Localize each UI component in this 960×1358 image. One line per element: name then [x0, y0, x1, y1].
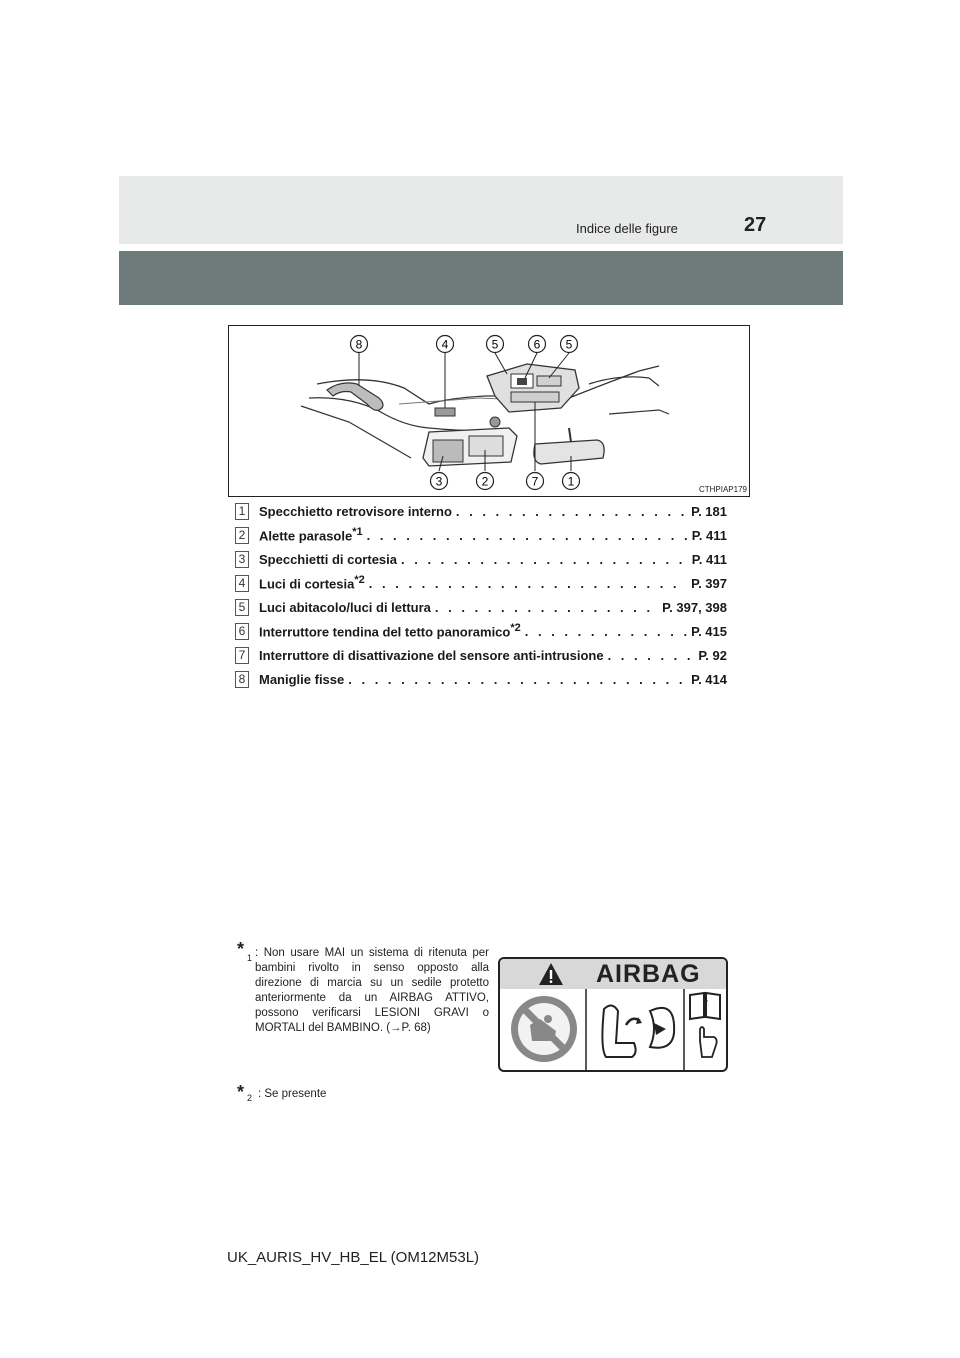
footnote-marker: *1	[352, 526, 363, 539]
svg-text:8: 8	[355, 337, 363, 352]
leader-dots	[525, 624, 687, 639]
list-item	[235, 523, 727, 547]
document-footer: UK_AURIS_HV_HB_EL (OM12M53L)	[227, 1249, 480, 1266]
svg-text:6: 6	[533, 337, 541, 352]
page-reference-link[interactable]: P. 411	[691, 551, 727, 567]
callout-5-right	[561, 336, 578, 353]
footnote-asterisk: *	[237, 939, 245, 959]
footnote-marker: *2	[510, 622, 521, 635]
header-band	[119, 176, 843, 244]
callout-4	[437, 336, 454, 353]
list-item	[235, 619, 727, 643]
footnote-asterisk: *	[237, 1082, 245, 1102]
item-list	[235, 499, 727, 691]
item-number: 5	[235, 599, 249, 616]
figure-code: CTHPIAP179	[698, 485, 747, 494]
svg-text:3: 3	[435, 474, 443, 489]
item-number: 1	[235, 503, 249, 520]
item-number: 2	[235, 527, 249, 544]
svg-text:5: 5	[491, 337, 499, 352]
item-label: Luci abitacolo/luci di lettura	[259, 599, 431, 615]
callout-7	[527, 473, 544, 490]
leader-dots	[435, 600, 658, 615]
leader-dots	[369, 576, 687, 591]
airbag-pictograms	[500, 989, 726, 1070]
leader-dots	[367, 528, 688, 543]
leader-dots	[608, 648, 695, 663]
page-reference-link[interactable]: P. 414	[691, 671, 727, 687]
svg-text:4: 4	[441, 337, 449, 352]
leader-dots	[456, 504, 687, 519]
list-item	[235, 595, 727, 619]
footnote-number: 1	[247, 953, 253, 963]
page-reference-link[interactable]: P. 92	[698, 647, 727, 663]
airbag-warning-label	[498, 957, 728, 1072]
callout-markers	[229, 326, 749, 496]
leader-dots	[348, 672, 687, 687]
item-number: 6	[235, 623, 249, 640]
section-title: Indice delle figure	[576, 221, 678, 236]
callout-8	[351, 336, 368, 353]
svg-text:5: 5	[565, 337, 573, 352]
callout-3	[431, 473, 448, 490]
item-label: Interruttore tendina del tetto panoramico$^{*2}$	[259, 622, 521, 640]
item-label: Specchietti di cortesia	[259, 551, 397, 567]
callout-6	[529, 336, 546, 353]
item-number: 3	[235, 551, 249, 568]
svg-text:2: 2	[481, 474, 489, 489]
airbag-seat-icon	[602, 1005, 674, 1057]
item-label: Interruttore di disattivazione del sensore anti-intrusione	[259, 647, 604, 663]
callout-2	[477, 473, 494, 490]
footnote-number: 2	[247, 1093, 253, 1103]
item-label: Maniglie fisse	[259, 671, 345, 687]
list-item	[235, 667, 727, 691]
item-number: 7	[235, 647, 249, 664]
footnote-2	[237, 1082, 327, 1103]
footnote-text: : Se presente	[258, 1088, 327, 1100]
header-bar	[119, 251, 843, 305]
manual-book-icon	[690, 993, 720, 1057]
footnote-marker: *2	[354, 574, 365, 587]
callout-1	[563, 473, 580, 490]
item-label: Alette parasole$^{*1}$	[259, 526, 363, 544]
page-number: 27	[744, 214, 767, 236]
interior-roof-figure	[228, 325, 750, 497]
page-reference-link[interactable]: P. 411	[691, 527, 727, 543]
item-number: 4	[235, 575, 249, 592]
footnote-text: : Non usare MAI un sistema di ritenuta per bambini rivolto in senso opposto alla direzione di marcia su un sedile protetto anteriormente da un AIRBAG ATTIVO, possono verificarsi LESIONI GRAVI o MORTALI del BAMBINO. (→P. 68)	[255, 947, 489, 1034]
item-label: Luci di cortesia$^{*2}$	[259, 574, 365, 592]
footnote-1	[237, 939, 489, 1036]
page-reference-link[interactable]: P. 397, 398	[662, 599, 727, 615]
warning-triangle-icon	[538, 962, 564, 986]
leader-dots	[401, 552, 688, 567]
list-item	[235, 571, 727, 595]
item-label: Specchietto retrovisore interno	[259, 503, 452, 519]
callout-5-left	[487, 336, 504, 353]
list-item	[235, 499, 727, 523]
page-reference-link[interactable]: P. 397	[691, 575, 727, 591]
svg-text:1: 1	[567, 474, 575, 489]
list-item	[235, 643, 727, 667]
page-reference-link[interactable]: P. 415	[691, 623, 727, 639]
item-number: 8	[235, 671, 249, 688]
svg-text:7: 7	[531, 474, 539, 489]
airbag-title: AIRBAG	[596, 960, 701, 988]
page-reference-link[interactable]: P. 181	[691, 503, 727, 519]
list-item	[235, 547, 727, 571]
no-child-seat-icon	[511, 996, 577, 1062]
